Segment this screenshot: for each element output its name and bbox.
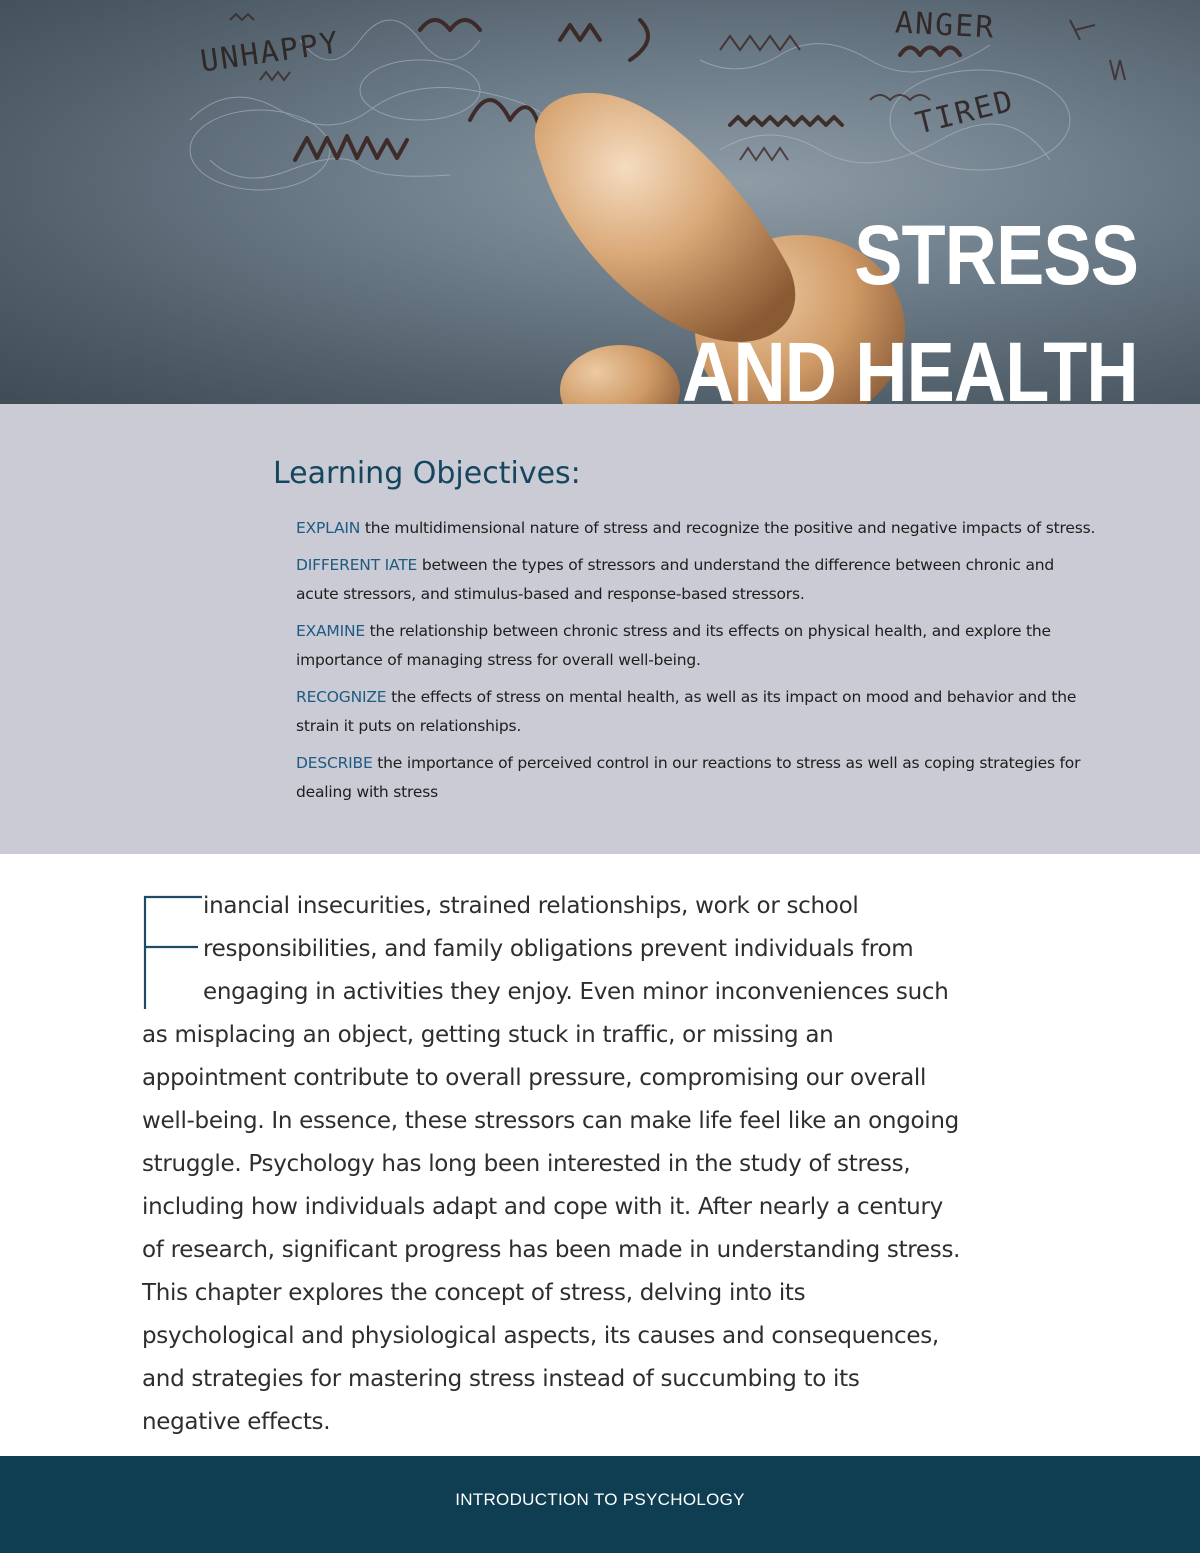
objective-text: the relationship between chronic stress and its effects on physical health, and explore the importance of managing stress for overall well-being. — [296, 622, 1051, 669]
objective-text: the effects of stress on mental health, as well as its impact on mood and behavior and the strain it puts on relationships. — [296, 688, 1077, 735]
objective-item — [296, 551, 1096, 609]
scribble-word-tired: TIRED — [912, 83, 1019, 142]
objective-item — [296, 683, 1096, 741]
objective-verb: RECOGNIZE — [296, 688, 387, 706]
intro-paragraph — [142, 885, 962, 1444]
scribble-word-unhappy: UNHAPPY — [198, 25, 343, 80]
hero-banner — [0, 0, 1200, 404]
objective-item — [296, 617, 1096, 675]
objective-text: the multidimensional nature of stress and recognize the positive and negative impacts of stress. — [360, 519, 1096, 537]
chapter-title-line1: STRESS — [854, 208, 1138, 302]
intro-paragraph-text: inancial insecurities, strained relationships, work or school responsibilities, and family obligations prevent individuals from engaging in activities they enjoy. Even minor inconveniences such as misplacing an object, getting stuck in traffic, or missing an appointment contribute to overall pressure, compromising our overall well-being. In essence, these stressors can make life feel like an ongoing struggle. Psychology has long been interested in the study of stress, including how individuals adapt and cope with it. After nearly a century of research, significant progress has been made in understanding stress. This chapter explores the concept of stress, delving into its psychological and physiological aspects, its causes and consequences, and strategies for mastering stress instead of succumbing to its negative effects. — [142, 893, 961, 1435]
objective-text: between the types of stressors and understand the difference between chronic and acute stressors, and stimulus-based and response-based stressors. — [296, 556, 1055, 603]
objective-item — [296, 514, 1096, 543]
footer-book-title: INTRODUCTION TO PSYCHOLOGY — [455, 1490, 745, 1509]
scribble-word-anger: ANGER — [894, 5, 997, 46]
objective-verb: DESCRIBE — [296, 754, 373, 772]
learning-objectives-panel — [0, 404, 1200, 854]
drop-cap — [142, 895, 203, 1011]
page-footer — [0, 1456, 1200, 1553]
objective-verb: DIFFERENT IATE — [296, 556, 418, 574]
objective-verb: EXAMINE — [296, 622, 365, 640]
chapter-title-line2: AND HEALTH — [682, 325, 1138, 404]
objective-text: the importance of perceived control in our reactions to stress as well as coping strategies for dealing with stress — [296, 754, 1081, 801]
objective-item — [296, 749, 1096, 807]
objective-verb: EXPLAIN — [296, 519, 361, 537]
learning-objectives-list — [296, 514, 1096, 815]
learning-objectives-heading: Learning Objectives: — [273, 456, 581, 491]
drop-cap-glyph — [142, 895, 204, 1011]
